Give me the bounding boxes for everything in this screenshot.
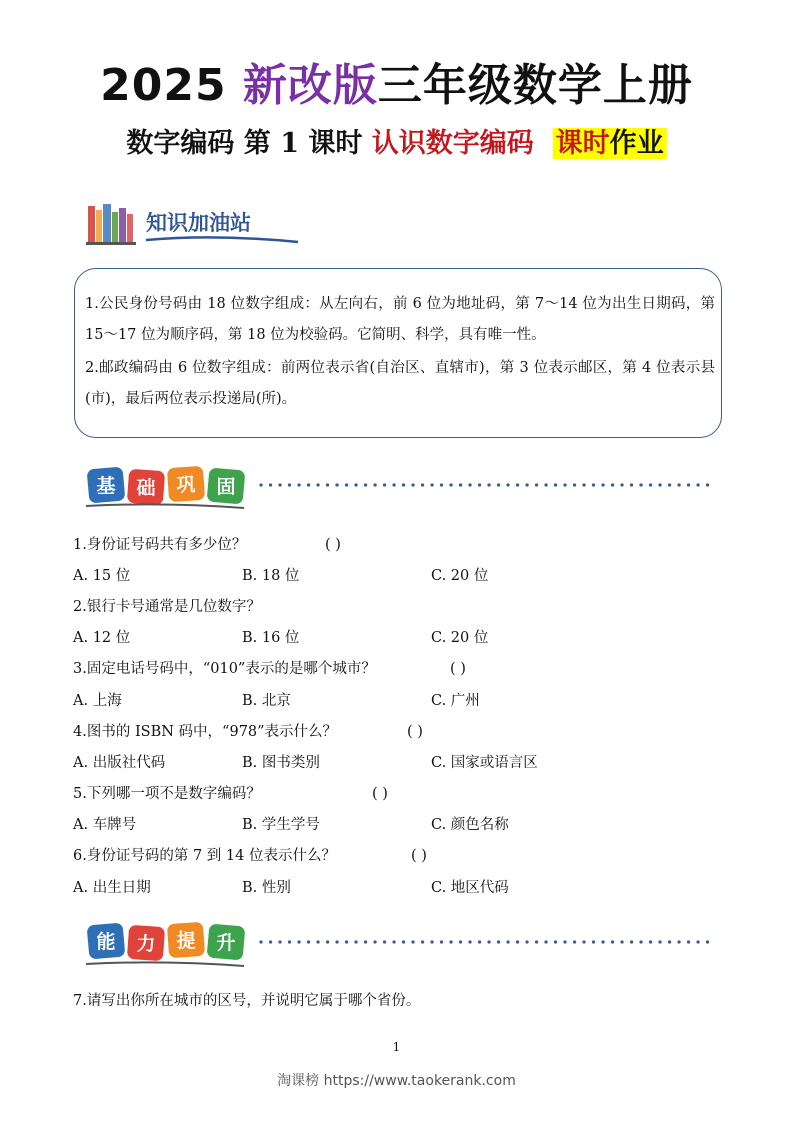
q6-option-b[interactable]: B. 性别 xyxy=(242,880,291,896)
question-5: 5.下列哪一项不是数字编码？ xyxy=(73,786,261,802)
answer-blank-6[interactable]: ( ) xyxy=(411,848,427,864)
q4-option-c[interactable]: C. 国家或语言区 xyxy=(431,755,538,771)
page-title xyxy=(0,58,793,114)
knowledge-box xyxy=(74,268,722,438)
question-1: 1.身份证号码共有多少位？ xyxy=(73,537,247,553)
question-4: 4.图书的 ISBN 码中，“978”表示什么？ xyxy=(73,724,338,740)
q4-option-b[interactable]: B. 图书类别 xyxy=(242,755,320,771)
knowledge-paragraph-2: 2.邮政编码由 6 位数字组成：前两位表示省(自治区、直辖市)，第 3 位表示邮区，第 4 位表示县(市)，最后两位表示投递局(所)。 xyxy=(85,360,715,407)
subtitle-topic: 认识数字编码 xyxy=(371,128,534,159)
question-2: 2.银行卡号通常是几位数字？ xyxy=(73,599,261,615)
basic-banner-char-3: 巩 xyxy=(176,474,196,496)
basic-banner-char-2: 础 xyxy=(136,477,156,499)
basic-dotted-rule xyxy=(258,482,710,488)
question-3: 3.固定电话号码中，“010”表示的是哪个城市？ xyxy=(73,661,376,677)
subtitle-homework-badge xyxy=(553,128,667,159)
q2-option-a[interactable]: A. 12 位 xyxy=(73,630,131,646)
q3-option-c[interactable]: C. 广州 xyxy=(431,693,480,709)
answer-blank-3[interactable]: ( ) xyxy=(450,661,466,677)
basic-banner-char-4: 固 xyxy=(216,476,236,498)
subtitle-homework-b: 作业 xyxy=(609,128,664,159)
advanced-dotted-rule xyxy=(258,939,710,945)
advanced-banner-char-3: 提 xyxy=(176,930,196,952)
knowledge-banner-text: 知识加油站 xyxy=(146,211,251,235)
q5-option-a[interactable]: A. 车牌号 xyxy=(73,817,137,833)
q6-option-c[interactable]: C. 地区代码 xyxy=(431,880,509,896)
books-icon xyxy=(86,204,136,245)
subtitle-lesson: 数字编码 第 1 课时 xyxy=(126,128,372,159)
advanced-banner xyxy=(82,918,262,970)
q5-option-b[interactable]: B. 学生学号 xyxy=(242,817,320,833)
q2-option-c[interactable]: C. 20 位 xyxy=(431,630,489,646)
q4-option-a[interactable]: A. 出版社代码 xyxy=(73,755,166,771)
q5-option-c[interactable]: C. 颜色名称 xyxy=(431,817,509,833)
answer-blank-1[interactable]: ( ) xyxy=(325,537,341,553)
q3-option-a[interactable]: A. 上海 xyxy=(73,693,122,709)
title-edition: 新改版 xyxy=(242,60,378,111)
answer-blank-4[interactable]: ( ) xyxy=(407,724,423,740)
answer-blank-5[interactable]: ( ) xyxy=(372,786,388,802)
page-subtitle xyxy=(0,124,793,164)
knowledge-banner xyxy=(86,200,306,250)
q1-option-b[interactable]: B. 18 位 xyxy=(242,568,300,584)
q2-option-b[interactable]: B. 16 位 xyxy=(242,630,300,646)
question-7: 7.请写出你所在城市的区号，并说明它属于哪个省份。 xyxy=(73,993,421,1009)
q6-option-a[interactable]: A. 出生日期 xyxy=(73,880,151,896)
q1-option-a[interactable]: A. 15 位 xyxy=(73,568,131,584)
advanced-banner-char-1: 能 xyxy=(96,931,116,953)
footer-watermark: 淘课榜 https://www.taokerank.com xyxy=(277,1073,516,1089)
page-number: 1 xyxy=(392,1040,401,1054)
advanced-banner-char-4: 升 xyxy=(216,932,236,954)
basic-banner xyxy=(82,462,262,512)
question-6: 6.身份证号码的第 7 到 14 位表示什么？ xyxy=(73,848,336,864)
title-grade: 三年级数学上册 xyxy=(377,60,693,111)
knowledge-paragraph-1: 1.公民身份号码由 18 位数字组成：从左向右，前 6 位为地址码，第 7～14 位为出生日期码，第 15～17 位为顺序码，第 18 位为校验码。它简明、科学，具有唯一性。 xyxy=(85,296,715,343)
basic-banner-char-1: 基 xyxy=(96,475,116,497)
advanced-banner-char-2: 力 xyxy=(136,933,156,955)
q3-option-b[interactable]: B. 北京 xyxy=(242,693,291,709)
q1-option-c[interactable]: C. 20 位 xyxy=(431,568,489,584)
subtitle-homework-a: 课时 xyxy=(555,128,610,159)
title-year: 2025 xyxy=(100,60,243,111)
